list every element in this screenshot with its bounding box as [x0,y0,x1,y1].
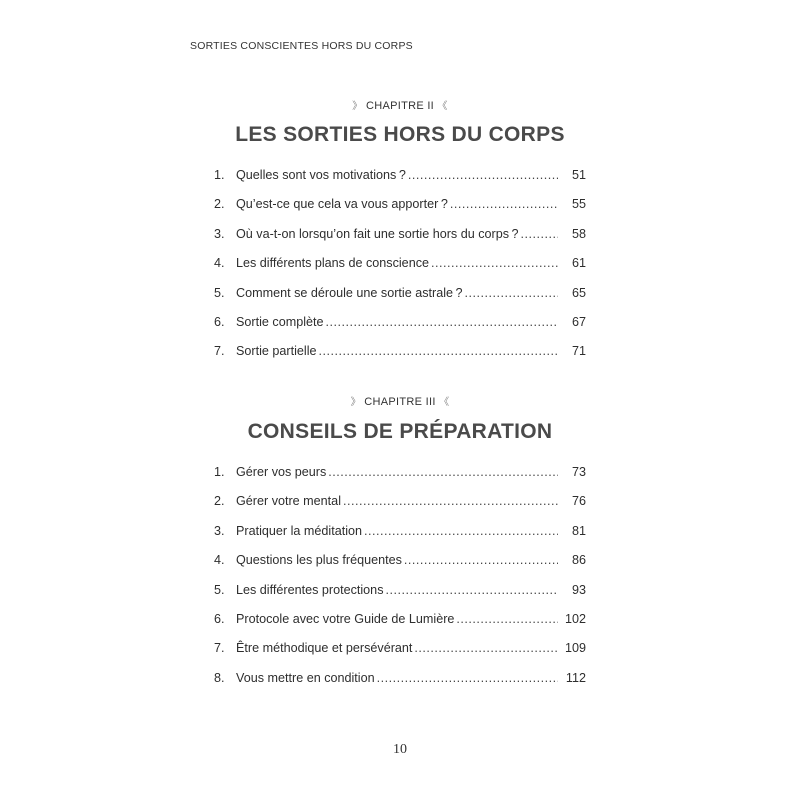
toc-entry[interactable] [214,286,586,315]
chapter-title: CONSEILS DE PRÉPARATION [247,420,553,443]
toc-entry-number: 8. [214,670,225,685]
toc-leader-dots [343,494,558,508]
toc-leader-dots [465,286,558,300]
toc-leader-dots [431,256,558,270]
toc-entry-page: 67 [571,314,586,329]
toc-entry[interactable] [214,524,586,553]
toc-entry-number: 4. [214,256,225,271]
chapter-label-text: CHAPITRE III [364,396,436,408]
toc-entry-number: 6. [214,611,225,626]
toc-entry[interactable] [214,494,586,523]
toc-entry-page: 109 [564,641,586,656]
toc-entry-number: 1. [214,465,225,479]
toc-leader-dots [414,641,558,655]
toc-entry-page: 112 [565,670,586,685]
toc-entry[interactable] [214,583,586,612]
toc-entry-page: 81 [571,523,586,538]
toc-leader-dots [404,553,558,567]
toc-entry[interactable] [214,344,586,373]
toc-entry-text: Gérer votre mental [236,494,341,509]
toc-entry-page: 86 [571,553,586,568]
toc-entry-number: 2. [214,494,225,509]
toc-entry-text: Vous mettre en condition [236,670,375,685]
toc-entry[interactable] [214,256,586,285]
toc-entry-number: 4. [214,553,225,568]
toc-entry-text: Les différentes protections [236,582,384,597]
toc-leader-dots [326,315,559,329]
toc-entry-text: Pratiquer la méditation [236,523,363,538]
toc-entry-number: 1. [214,168,225,182]
toc-entry-page: 76 [571,494,586,509]
ornament-left-icon: 》 [350,397,361,408]
toc-entry[interactable] [214,315,586,344]
toc-entry-number: 5. [214,285,225,300]
toc-entry-page: 51 [571,168,586,182]
toc-entry-text: Être méthodique et persévérant [236,641,413,656]
toc-entry[interactable] [214,612,586,641]
toc-entry-page: 65 [571,285,586,300]
toc-entry-text: Quelles sont vos motivations ? [236,168,406,182]
toc-entry-number: 3. [214,523,225,538]
toc-list [214,168,586,374]
toc-entry-text: Sortie complète [236,314,324,329]
toc-list [214,465,586,700]
chapter-label [0,97,800,112]
toc-entry-text: Les différents plans de conscience [236,256,429,271]
toc-entry-number: 7. [214,641,225,656]
toc-entry-page: 71 [571,344,586,359]
toc-entry-number: 2. [214,197,225,212]
toc-entry-page: 55 [571,197,586,212]
page-number: 10 [393,742,407,757]
toc-entry-text: Questions les plus fréquentes [236,553,402,568]
toc-entry-number: 6. [214,314,225,329]
toc-entry-text: Gérer vos peurs [236,465,327,479]
toc-entry[interactable] [214,671,586,700]
toc-entry-page: 93 [571,582,586,597]
toc-leader-dots [521,227,558,241]
toc-entry[interactable] [214,227,586,256]
toc-leader-dots [456,612,558,626]
toc-entry[interactable] [214,553,586,582]
toc-entry-text: Où va-t-on lorsqu’on fait une sortie hors du corps ? [236,226,519,241]
toc-entry-page: 61 [571,256,586,271]
ornament-left-icon: 》 [352,101,363,112]
toc-entry-text: Comment se déroule une sortie astrale ? [236,285,463,300]
toc-entry-page: 73 [571,465,586,479]
toc-leader-dots [450,197,558,211]
ornament-right-icon: 《 [437,101,448,112]
toc-entry-page: 102 [564,611,586,626]
toc-entry-text: Qu’est-ce que cela va vous apporter ? [236,197,448,212]
toc-leader-dots [408,168,558,182]
toc-entry-text: Sortie partielle [236,344,317,359]
chapter-title: LES SORTIES HORS DU CORPS [235,123,565,146]
toc-entry-number: 7. [214,344,225,359]
toc-entry[interactable] [214,641,586,670]
toc-entry-text: Protocole avec votre Guide de Lumière [236,611,455,626]
toc-entry-page: 58 [571,226,586,241]
toc-entry[interactable] [214,168,586,197]
toc-leader-dots [364,524,558,538]
running-head: SORTIES CONSCIENTES HORS DU CORPS [190,40,413,52]
toc-leader-dots [377,671,558,685]
toc-entry-number: 3. [214,226,225,241]
toc-leader-dots [386,583,559,597]
ornament-right-icon: 《 [439,397,450,408]
chapter-label-text: CHAPITRE II [365,100,435,112]
toc-leader-dots [319,344,558,358]
toc-entry-number: 5. [214,582,225,597]
toc-entry[interactable] [214,465,586,494]
toc-leader-dots [328,465,558,479]
toc-entry[interactable] [214,197,586,226]
chapter-label [0,393,800,408]
